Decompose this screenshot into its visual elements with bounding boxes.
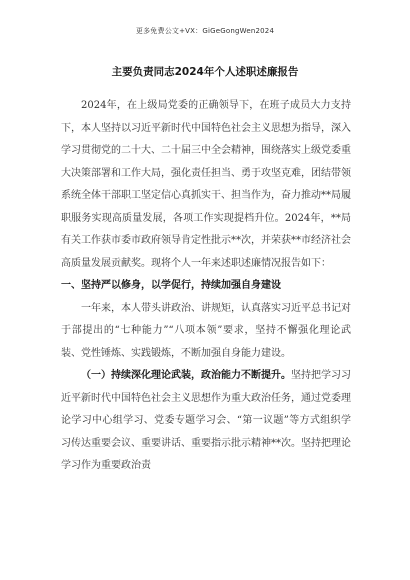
document-title: 主要负责同志2024年个人述职述廉报告 <box>111 66 299 78</box>
subsection-1-text: 坚持把学习习近平新时代中国特色社会主义思想作为重大政治任务，通过党委理论学习中心组学习、党委专题学习会、“第一议题”等方式组织学习传达重要会议、重要讲话、重要指示批示精神**次。坚持把理论学习作为重要政治责 <box>61 370 351 471</box>
section-1-paragraph: 一年来，本人带头讲政治、讲规矩，认真落实习近平总书记对于部提出的“七种能力”“八项本领”要求，坚持不懈强化理论武装、党性锤炼、实践锻炼，不断加强自身能力建设。 <box>61 302 351 359</box>
subsection-1-heading: （一）持续深化理论武装，政治能力不断提升。 <box>81 370 291 381</box>
document-body <box>61 95 351 478</box>
intro-paragraph: 2024年，在上级局党委的正确领导下，在班子成员大力支持下，本人坚持以习近平新时代中国特色社会主义思想为指导，深入学习贯彻党的二十大、二十届三中全会精神，围绕落实上级党委重大决策部署和工作大局，强化责任担当、勇于攻坚克难，团结带领系统全体干部职工坚定信心真抓实干、担当作为，奋力推动**局履职服务实现高质量发展，各项工作实现提档升位。2024年，**局有关工作获市委市政府领导肯定性批示**次，并荣获**市经济社会高质量发展贡献奖。现将个人一年来述职述廉情况报告如下： <box>61 100 351 269</box>
section-1-heading: 一、坚持严以修身，以学促行，持续加强自身建设 <box>61 280 281 291</box>
subsection-1-paragraph <box>61 365 351 478</box>
header-note: 更多免费公文+VX：GiGeGongWen2024 <box>135 27 275 35</box>
